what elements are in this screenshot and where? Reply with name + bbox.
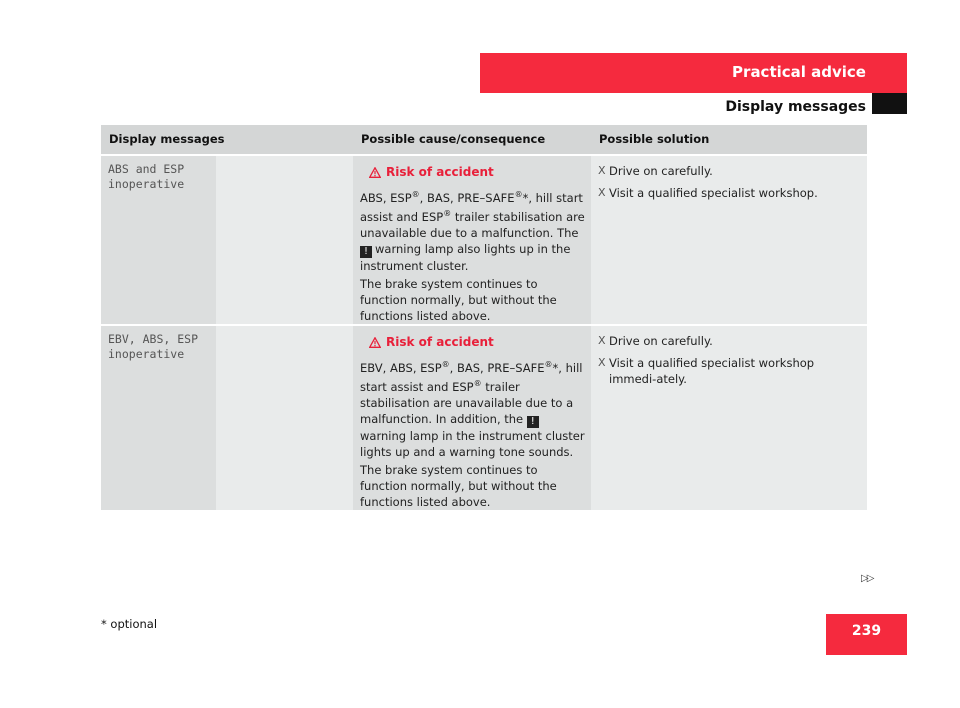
table-header [101,125,867,154]
spacer-cell [216,156,353,324]
continued-arrow-icon: ▷▷ [861,573,873,584]
warning-triangle-icon [369,336,381,352]
display-messages-table [101,125,867,510]
table-row [101,324,867,510]
warning-triangle-icon [369,166,381,182]
solution-cell [591,156,867,324]
display-message-line: EBV, ABS, ESP [108,332,199,346]
warning-lamp-icon: ! [360,246,372,258]
cause-cell [353,156,591,324]
cause-note: The brake system continues to function normally, but without the functions listed above. [360,462,557,509]
subsection-title: Display messages [725,99,866,115]
list-item: X Drive on carefully. [598,334,713,348]
cause-text: ABS, ESP®, BAS, PRE–SAFE®*, hill start assist and ESP® trailer stabilisation are unavailable due to a malfunction. The ! warning lamp also lights up in the instrument cluster. [360,190,585,273]
display-message-line: ABS and ESP [108,162,185,176]
bullet-icon: X [598,164,606,177]
display-message-cell [101,326,216,510]
spacer-cell [216,326,353,510]
list-item: X Visit a qualified specialist workshop immedi-ately. [598,356,815,386]
warning-lamp-icon: ! [527,416,539,428]
display-message-line: inoperative [108,177,185,191]
cause-text: EBV, ABS, ESP®, BAS, PRE–SAFE®*, hill start assist and ESP® trailer stabilisation are unavailable due to a malfunction. In addition, the !warning lamp in the instrument cluster lights up and a warning tone sounds. [360,360,585,459]
column-header-cause: Possible cause/consequence [361,132,546,146]
page-number: 239 [826,614,907,655]
risk-heading [360,164,585,182]
risk-heading [360,334,585,352]
table-row [101,154,867,324]
header-marker [872,93,907,114]
cause-cell [353,326,591,510]
bullet-icon: X [598,356,606,369]
bullet-icon: X [598,334,606,347]
display-message-cell [101,156,216,324]
list-item: X Visit a qualified specialist workshop. [598,186,818,200]
column-header-messages: Display messages [109,132,225,146]
risk-label: Risk of accident [386,165,494,179]
display-message-line: inoperative [108,347,185,361]
cause-note: The brake system continues to function normally, but without the functions listed above. [360,276,557,323]
footnote: * optional [101,617,158,631]
column-header-solution: Possible solution [599,132,710,146]
section-title: Practical advice [732,63,866,81]
bullet-icon: X [598,186,606,199]
list-item: X Drive on carefully. [598,164,713,178]
solution-cell [591,326,867,510]
risk-label: Risk of accident [386,335,494,349]
